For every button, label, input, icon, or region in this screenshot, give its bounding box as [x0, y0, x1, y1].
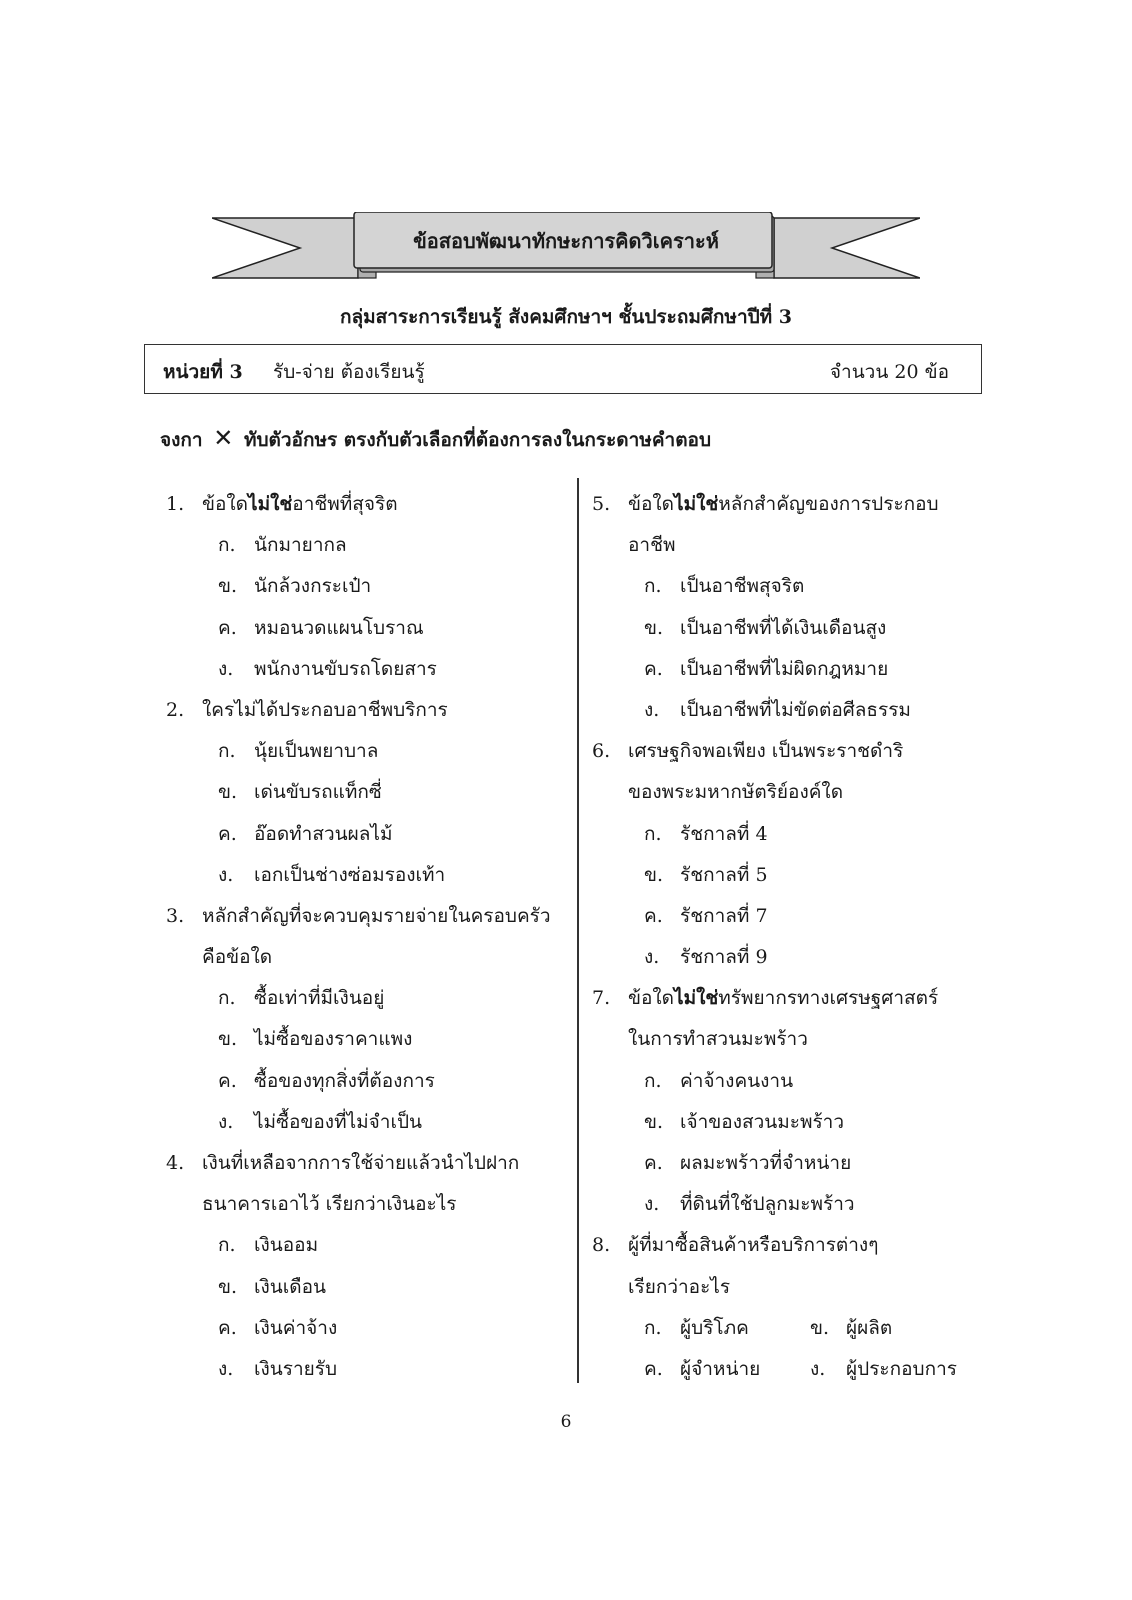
- question-emphasis: ไม่ใช่: [248, 493, 293, 515]
- option-label: ข.: [644, 1110, 664, 1133]
- option-label: ค.: [218, 616, 237, 639]
- option-text: หมอนวดแผนโบราณ: [254, 616, 424, 639]
- option-label: ง.: [218, 1357, 234, 1380]
- option-item[interactable]: [166, 1308, 566, 1349]
- instruction-after: ทับตัวอักษร ตรงกับตัวเลือกที่ต้องการลงในกระดาษคำตอบ: [243, 429, 712, 451]
- option-label: ก.: [644, 1069, 662, 1092]
- option-item[interactable]: [166, 731, 566, 772]
- option-label: ข.: [218, 1028, 238, 1051]
- option-item[interactable]: [166, 525, 566, 566]
- option-item[interactable]: [166, 1225, 566, 1266]
- question-continuation: ของพระมหากษัตริย์องค์ใด: [628, 781, 844, 804]
- option-text: เป็นอาชีพที่ไม่ขัดต่อศีลธรรม: [680, 698, 911, 721]
- question-number: 5.: [592, 493, 611, 515]
- question-number: 6.: [592, 740, 611, 763]
- question-number: 8.: [592, 1234, 611, 1257]
- option-label: ค.: [218, 1069, 237, 1092]
- option-item[interactable]: [166, 1102, 566, 1143]
- option-text: เป็นอาชีพที่ไม่ผิดกฎหมาย: [680, 657, 889, 680]
- option-item[interactable]: [810, 1349, 976, 1390]
- option-item[interactable]: [810, 1308, 976, 1349]
- option-text: เงินเดือน: [254, 1275, 326, 1298]
- option-item[interactable]: [592, 690, 992, 731]
- option-text: รัชกาลที่ 5: [680, 863, 768, 886]
- option-text: เงินค่าจ้าง: [254, 1316, 338, 1339]
- option-label: ก.: [644, 1316, 662, 1339]
- question-text: อาชีพที่สุจริต: [292, 493, 398, 515]
- option-text: ผู้ผลิต: [846, 1316, 893, 1339]
- question-6: [592, 731, 992, 772]
- column-divider: [577, 478, 579, 1383]
- option-text: นักมายากล: [254, 534, 347, 557]
- question-text: ข้อใด: [628, 493, 675, 515]
- question-text: ข้อใด: [628, 987, 675, 1010]
- option-text: เงินรายรับ: [254, 1357, 338, 1380]
- option-label: ก.: [644, 822, 662, 845]
- option-item[interactable]: [166, 649, 566, 690]
- option-label: ง.: [644, 698, 660, 721]
- option-text: ผู้บริโภค: [680, 1316, 749, 1339]
- option-item[interactable]: [166, 1019, 566, 1060]
- option-label: ข.: [810, 1316, 830, 1339]
- option-label: ข.: [644, 863, 664, 886]
- question-text: ข้อใด: [202, 493, 249, 515]
- question-text: ทรัพยากรทางเศรษฐศาสตร์: [718, 987, 939, 1010]
- question-number: 7.: [592, 987, 611, 1010]
- question-continuation: เรียกว่าอะไร: [628, 1275, 731, 1298]
- cross-mark-icon: ✕: [213, 424, 234, 452]
- option-text: เป็นอาชีพสุจริต: [680, 575, 805, 598]
- option-label: ง.: [644, 1193, 660, 1216]
- option-label: ก.: [218, 534, 236, 557]
- option-label: ค.: [644, 1152, 663, 1174]
- option-item[interactable]: [166, 1267, 566, 1308]
- question-text: หลักสำคัญของการประกอบ: [718, 493, 939, 515]
- question-continuation: คือข้อใด: [202, 946, 273, 969]
- option-label: ค.: [218, 1316, 237, 1339]
- option-text: รัชกาลที่ 4: [680, 822, 768, 845]
- question-1: [166, 484, 566, 525]
- question-text: ใครไม่ได้ประกอบอาชีพบริการ: [202, 698, 448, 721]
- option-text: เงินออม: [254, 1234, 319, 1257]
- question-7: [592, 978, 992, 1019]
- question-text: หลักสำคัญที่จะควบคุมรายจ่ายในครอบครัว: [202, 904, 551, 927]
- unit-label: หน่วยที่ 3: [163, 361, 243, 383]
- option-label: ง.: [810, 1357, 826, 1380]
- option-label: ค.: [644, 1357, 663, 1380]
- option-item[interactable]: [592, 608, 992, 649]
- option-label: ก.: [644, 575, 662, 598]
- option-text: ที่ดินที่ใช้ปลูกมะพร้าว: [680, 1193, 855, 1216]
- option-label: ค.: [218, 822, 237, 845]
- option-row: [592, 1349, 992, 1390]
- page-subtitle: กลุ่มสาระการเรียนรู้ สังคมศึกษาฯ ชั้นประถมศึกษาปีที่ 3: [339, 306, 793, 328]
- option-item[interactable]: [592, 896, 992, 937]
- option-text: เป็นอาชีพที่ได้เงินเดือนสูง: [680, 616, 887, 639]
- question-8: [592, 1225, 992, 1266]
- option-text: ไม่ซื้อของราคาแพง: [254, 1028, 413, 1051]
- question-text: เศรษฐกิจพอเพียง เป็นพระราชดำริ: [628, 740, 904, 763]
- option-item[interactable]: [166, 1061, 566, 1102]
- option-label: ก.: [218, 740, 236, 763]
- option-item[interactable]: [592, 937, 992, 978]
- right-column: [592, 484, 992, 1390]
- option-text: นุ้ยเป็นพยาบาล: [254, 740, 379, 763]
- option-text: ผู้จำหน่าย: [680, 1357, 761, 1380]
- question-3: [166, 896, 566, 937]
- option-text: รัชกาลที่ 7: [680, 904, 768, 927]
- unit-name: รับ-จ่าย ต้องเรียนรู้: [273, 361, 425, 383]
- option-label: ก.: [218, 1234, 236, 1257]
- option-label: ค.: [644, 904, 663, 927]
- option-item[interactable]: [166, 855, 566, 896]
- option-item[interactable]: [166, 978, 566, 1019]
- option-text: ซื้อของทุกสิ่งที่ต้องการ: [254, 1069, 435, 1092]
- title-banner: [212, 212, 920, 290]
- option-item[interactable]: [644, 1349, 810, 1390]
- question-2: [166, 690, 566, 731]
- option-item[interactable]: [592, 1061, 992, 1102]
- question-number: 2.: [166, 698, 185, 721]
- option-text: ผลมะพร้าวที่จำหน่าย: [680, 1152, 852, 1174]
- option-item[interactable]: [166, 608, 566, 649]
- option-text: นักล้วงกระเป๋า: [254, 575, 372, 598]
- question-text: เงินที่เหลือจากการใช้จ่ายแล้วนำไปฝาก: [202, 1152, 520, 1174]
- option-item[interactable]: [592, 855, 992, 896]
- option-label: ค.: [644, 657, 663, 680]
- question-emphasis: ไม่ใช่: [674, 987, 719, 1010]
- option-item[interactable]: [592, 566, 992, 607]
- question-continuation: ธนาคารเอาไว้ เรียกว่าเงินอะไร: [202, 1193, 457, 1216]
- question-4: [166, 1143, 566, 1184]
- option-item[interactable]: [166, 566, 566, 607]
- option-text: เจ้าของสวนมะพร้าว: [680, 1110, 845, 1133]
- question-number: 1.: [166, 493, 185, 515]
- option-text: ผู้ประกอบการ: [846, 1357, 957, 1380]
- option-label: ข.: [218, 575, 238, 598]
- question-continuation: ในการทำสวนมะพร้าว: [628, 1028, 808, 1051]
- option-item[interactable]: [166, 1349, 566, 1390]
- question-number: 4.: [166, 1152, 185, 1174]
- option-item[interactable]: [592, 649, 992, 690]
- left-column: [166, 484, 566, 1390]
- unit-box: [144, 344, 982, 394]
- option-label: ก.: [218, 987, 236, 1010]
- option-item[interactable]: [592, 1102, 992, 1143]
- question-count: จำนวน 20 ข้อ: [829, 361, 949, 383]
- option-label: ง.: [218, 657, 234, 680]
- question-emphasis: ไม่ใช่: [674, 493, 719, 515]
- option-label: ข.: [218, 781, 238, 804]
- option-item[interactable]: [592, 1143, 992, 1184]
- question-continuation: อาชีพ: [628, 534, 676, 557]
- option-label: ข.: [218, 1275, 238, 1298]
- instruction: [160, 424, 711, 455]
- question-text: ผู้ที่มาซื้อสินค้าหรือบริการต่างๆ: [628, 1234, 879, 1257]
- option-label: ข.: [644, 616, 664, 639]
- option-item[interactable]: [592, 814, 992, 855]
- option-text: ค่าจ้างคนงาน: [680, 1069, 794, 1092]
- question-5: [592, 484, 992, 525]
- question-number: 3.: [166, 904, 185, 927]
- option-text: เด่นขับรถแท็กซี่: [254, 781, 382, 804]
- option-text: เอกเป็นช่างซ่อมรองเท้า: [254, 863, 446, 886]
- option-text: อ๊อดทำสวนผลไม้: [254, 822, 393, 845]
- option-item[interactable]: [166, 772, 566, 813]
- option-item[interactable]: [166, 814, 566, 855]
- option-item[interactable]: [644, 1308, 810, 1349]
- option-item[interactable]: [592, 1184, 992, 1225]
- option-label: ง.: [218, 1110, 234, 1133]
- page-number: 6: [560, 1412, 572, 1432]
- option-row: [592, 1308, 992, 1349]
- option-text: ซื้อเท่าที่มีเงินอยู่: [254, 987, 385, 1010]
- option-text: ไม่ซื้อของที่ไม่จำเป็น: [254, 1110, 423, 1133]
- option-text: รัชกาลที่ 9: [680, 946, 768, 969]
- option-text: พนักงานขับรถโดยสาร: [254, 657, 437, 680]
- option-label: ง.: [644, 946, 660, 969]
- instruction-before: จงกา: [160, 429, 203, 451]
- option-label: ง.: [218, 863, 234, 886]
- banner-title: ข้อสอบพัฒนาทักษะการคิดวิเคราะห์: [413, 229, 719, 253]
